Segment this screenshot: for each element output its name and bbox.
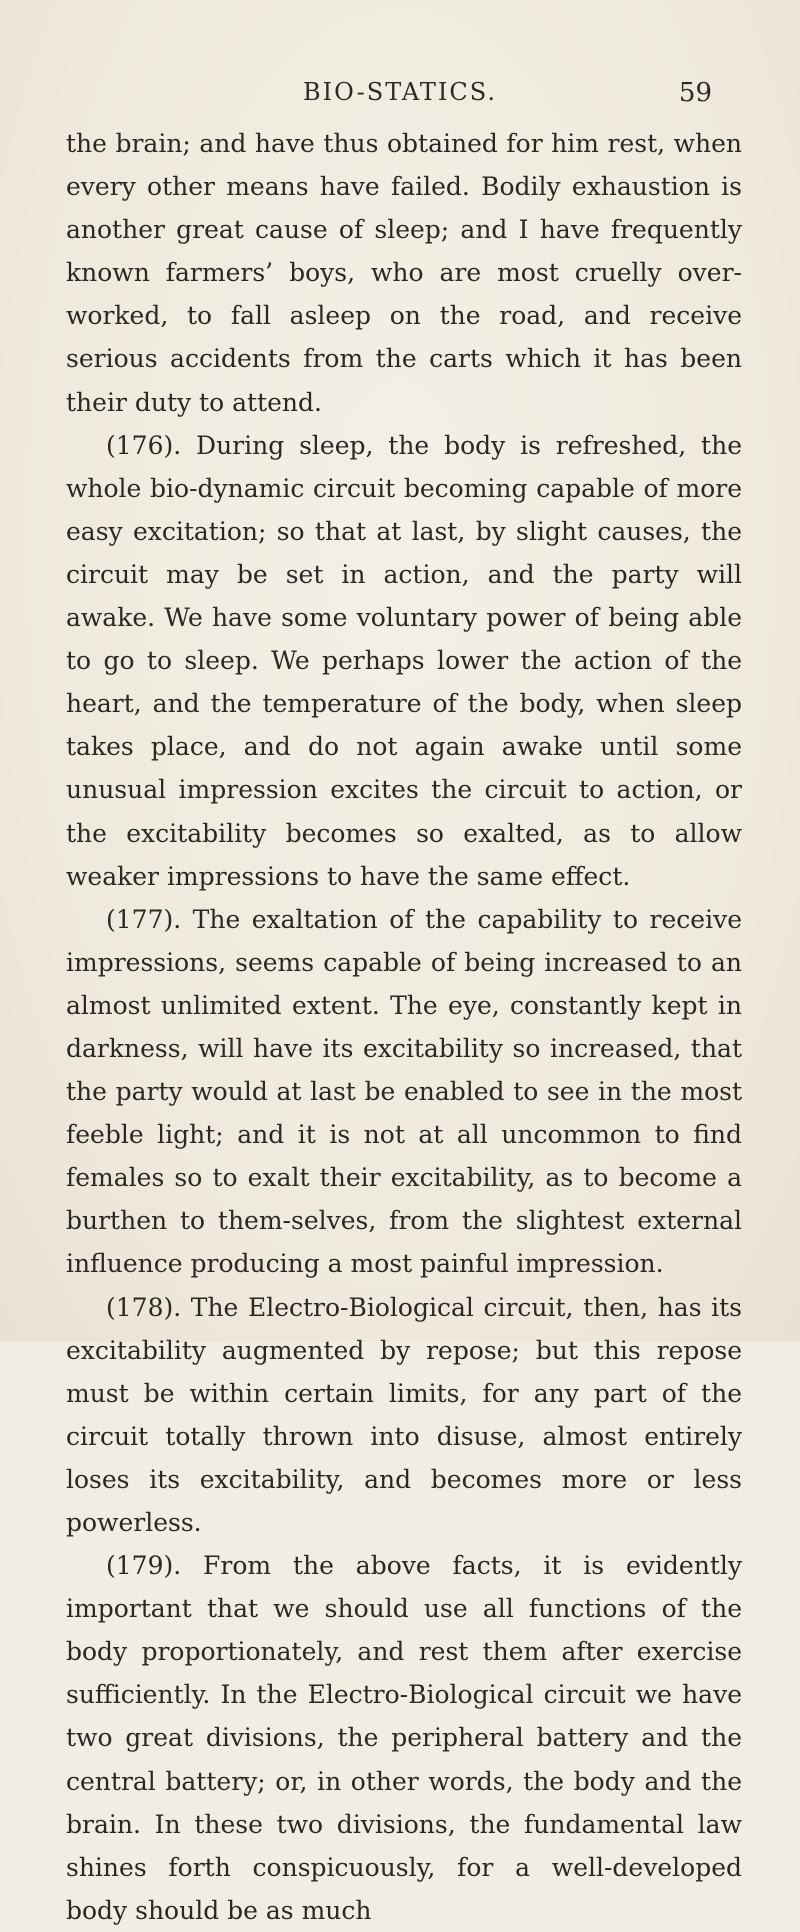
paragraph-continued: the brain; and have thus obtained for him rest, when every other means have failed. Bodily exhaustion is another great cause of sleep; and I have frequently known farmers’ boys, who are most cruelly over-worked, to fall asleep on the road, and receive serious accidents from the carts which it has been their duty to attend. [66,129,742,417]
paragraph-177: (177). The exaltation of the capability to receive impressions, seems capable of being increased to an almost unlimited extent. The eye, constantly kept in darkness, will have its excitability so increased, that the party would at last be enabled to see in the most feeble light; and it is not at all uncommon to find females so to exalt their excitability, as to become a burthen to them-selves, from the slightest external influence producing a most painful impression. [66,904,742,1279]
paragraph-176: (176). During sleep, the body is refreshed, the whole bio-dynamic circuit becoming capable of more easy excitation; so that at last, by slight causes, the circuit may be set in action, and the party will awake. We have some voluntary power of being able to go to sleep. We perhaps lower the action of the heart, and the temperature of the body, when sleep takes place, and do not again awake until some unusual impression excites the circuit to action, or the excitability becomes so exalted, as to allow weaker impressions to have the same effect. [66,430,742,891]
paragraph-178: (178). The Electro-Biological circuit, then, has its excitability augmented by repose; but this repose must be within certain limits, for any part of the circuit totally thrown into disuse, almost entirely loses its excitability, and becomes more or less powerless. [66,1292,742,1537]
running-head: BIO-STATICS. [302,78,497,106]
page-header [0,78,800,118]
body-text [66,122,742,1932]
paragraph-179: (179). From the above facts, it is evidently important that we should use all functions of the body proportionately, and rest them after exercise sufficiently. In the Electro-Biological circuit we have two great divisions, the peripheral battery and the central battery; or, in other words, the body and the brain. In these two divisions, the fundamental law shines forth conspicuously, for a well-developed body should be as much [66,1551,742,1925]
page-number: 59 [678,78,712,108]
